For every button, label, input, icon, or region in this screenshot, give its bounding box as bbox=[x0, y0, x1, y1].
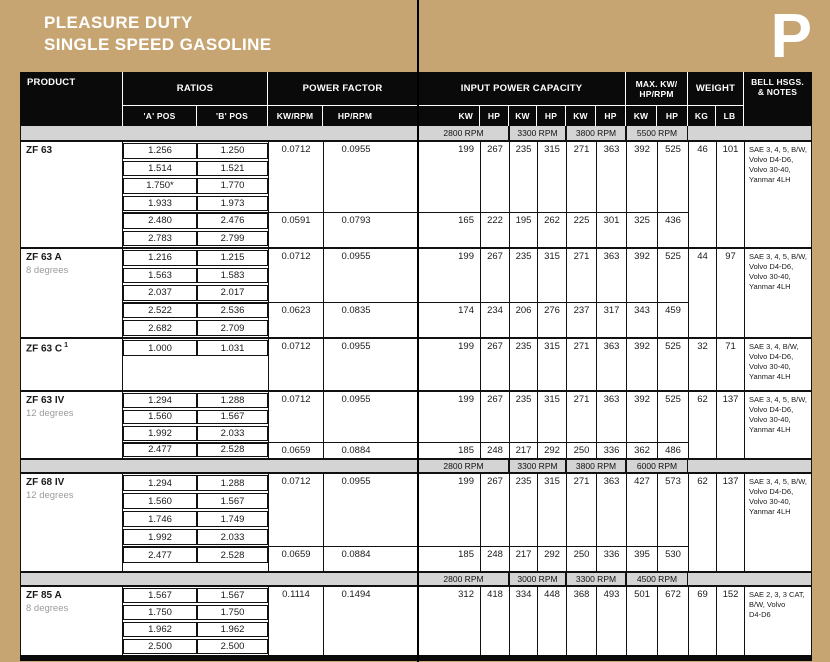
header-max-line1: MAX. KW/ bbox=[635, 78, 678, 89]
header-max-kw-hp-rpm bbox=[626, 72, 688, 106]
col-header-hp-rpm: HP/RPM bbox=[323, 106, 418, 126]
ratio-a-pos-cell: 1.746 bbox=[123, 511, 197, 527]
weight-lb-cell: 101 bbox=[716, 142, 744, 247]
bottom-rule bbox=[20, 655, 812, 661]
hp-rpm-cell: 0.0884 bbox=[323, 442, 418, 459]
input-power-cell: 315 bbox=[537, 474, 566, 546]
input-power-cell: 301 bbox=[596, 212, 626, 247]
input-power-cell: 199 bbox=[418, 392, 480, 442]
ratio-b-pos-cell: 1.770 bbox=[197, 178, 268, 194]
max-hp-cell: 436 bbox=[657, 212, 688, 247]
kw-rpm-cell: 0.0712 bbox=[268, 142, 323, 212]
rpm-band-label: 2800 RPM bbox=[418, 573, 509, 585]
ratio-group-divider bbox=[123, 442, 268, 443]
weight-kg-cell: 46 bbox=[688, 142, 716, 247]
notes-line: Volvo 30-40, bbox=[749, 362, 791, 371]
max-kw-cell: 343 bbox=[626, 302, 657, 337]
ratio-a-pos-cell: 1.514 bbox=[123, 161, 197, 177]
notes-line: Yanmar 4LH bbox=[749, 425, 791, 434]
product-name: ZF 63 A bbox=[26, 252, 62, 263]
ratio-a-pos-cell: 1.992 bbox=[123, 529, 197, 545]
product-cell bbox=[21, 249, 123, 337]
ratio-b-pos-cell: 2.536 bbox=[197, 303, 268, 319]
product-cell bbox=[21, 474, 123, 571]
notes-line: SAE 3, 4, 5, B/W, bbox=[749, 395, 807, 404]
col-header-lb: LB bbox=[716, 106, 744, 126]
input-power-cell: 315 bbox=[537, 249, 566, 302]
notes-line: Yanmar 4LH bbox=[749, 282, 791, 291]
input-power-cell: 271 bbox=[566, 392, 596, 442]
ratio-a-pos-cell: 1.563 bbox=[123, 268, 197, 284]
input-power-cell: 267 bbox=[480, 474, 509, 546]
rpm-band-spacer bbox=[688, 460, 811, 472]
ratio-b-pos-cell: 2.017 bbox=[197, 285, 268, 301]
rpm-band-spacer bbox=[688, 573, 811, 585]
col-header-kw: KW bbox=[566, 106, 596, 126]
weight-lb-cell: 152 bbox=[716, 587, 744, 655]
notes-line: SAE 3, 4, 5, B/W, bbox=[749, 252, 807, 261]
input-power-cell: 235 bbox=[509, 249, 537, 302]
ratio-a-pos-cell: 1.216 bbox=[123, 250, 197, 266]
product-name: ZF 85 A bbox=[26, 590, 62, 601]
kw-rpm-cell: 0.0659 bbox=[268, 442, 323, 459]
col-header-kw: KW bbox=[418, 106, 480, 126]
ratio-group-divider bbox=[123, 546, 268, 547]
ratio-b-pos-cell: 2.033 bbox=[197, 426, 268, 441]
input-power-cell: 237 bbox=[566, 302, 596, 337]
ratio-a-pos-cell: 1.992 bbox=[123, 426, 197, 441]
notes-line: Volvo D4-D6, bbox=[749, 155, 794, 164]
rpm-band-label: 2800 RPM bbox=[418, 126, 509, 140]
input-power-cell: 199 bbox=[418, 249, 480, 302]
ratio-a-pos-cell: 1.933 bbox=[123, 196, 197, 212]
page-title bbox=[44, 12, 272, 56]
col-header-hp: HP bbox=[596, 106, 626, 126]
max-hp-cell: 525 bbox=[657, 249, 688, 302]
rpm-band-spacer bbox=[21, 573, 418, 585]
input-power-cell: 267 bbox=[480, 249, 509, 302]
ratio-b-pos-cell: 1.288 bbox=[197, 393, 268, 408]
ratio-b-pos-cell: 2.476 bbox=[197, 213, 268, 229]
input-power-cell: 271 bbox=[566, 474, 596, 546]
ratio-a-pos-cell: 1.256 bbox=[123, 143, 197, 159]
weight-lb-cell: 71 bbox=[716, 339, 744, 390]
page-tab-letter: P bbox=[770, 2, 812, 71]
product-subtitle: 8 degrees bbox=[26, 603, 69, 614]
input-power-cell: 336 bbox=[596, 442, 626, 459]
hp-rpm-cell: 0.0793 bbox=[323, 212, 418, 247]
rpm-band bbox=[20, 571, 812, 585]
input-power-cell: 248 bbox=[480, 442, 509, 459]
notes-line: Volvo 30-40, bbox=[749, 415, 791, 424]
input-power-cell: 199 bbox=[418, 339, 480, 390]
ratio-a-pos-cell: 1.962 bbox=[123, 622, 197, 637]
header-product: PRODUCT bbox=[21, 72, 123, 126]
max-kw-cell: 362 bbox=[626, 442, 657, 459]
ratio-a-pos-cell: 2.477 bbox=[123, 443, 197, 458]
input-power-cell: 448 bbox=[537, 587, 566, 655]
max-kw-cell: 392 bbox=[626, 249, 657, 302]
ratio-b-pos-cell: 1.250 bbox=[197, 143, 268, 159]
ratio-a-pos-cell: 2.037 bbox=[123, 285, 197, 301]
max-hp-cell: 486 bbox=[657, 442, 688, 459]
notes-line: Volvo D4-D6, bbox=[749, 352, 794, 361]
input-power-cell: 493 bbox=[596, 587, 626, 655]
input-power-cell: 292 bbox=[537, 546, 566, 571]
header-weight: WEIGHT bbox=[688, 72, 744, 106]
rpm-band-spacer bbox=[688, 126, 811, 140]
bell-housing-notes-cell bbox=[744, 339, 811, 390]
bell-housing-notes-cell bbox=[744, 249, 811, 337]
product-section bbox=[20, 472, 812, 571]
page-title-line1: PLEASURE DUTY bbox=[44, 13, 193, 32]
product-section bbox=[20, 247, 812, 337]
input-power-cell: 315 bbox=[537, 392, 566, 442]
input-power-cell: 195 bbox=[509, 212, 537, 247]
rpm-band-spacer bbox=[21, 126, 418, 140]
input-power-cell: 271 bbox=[566, 339, 596, 390]
input-power-cell: 317 bbox=[596, 302, 626, 337]
ratio-b-pos-cell: 2.033 bbox=[197, 529, 268, 545]
header-ratios: RATIOS bbox=[123, 72, 268, 106]
ratio-b-pos-cell: 1.215 bbox=[197, 250, 268, 266]
ratio-a-pos-cell: 1.560 bbox=[123, 410, 197, 425]
ratio-a-pos-cell: 2.682 bbox=[123, 320, 197, 336]
input-power-cell: 222 bbox=[480, 212, 509, 247]
col-header-b-pos: 'B' POS bbox=[197, 106, 268, 126]
table-header bbox=[20, 72, 812, 126]
ratio-b-pos-cell: 1.749 bbox=[197, 511, 268, 527]
input-power-cell: 334 bbox=[509, 587, 537, 655]
input-power-cell: 235 bbox=[509, 142, 537, 212]
rpm-band-spacer bbox=[21, 460, 418, 472]
ratio-group-divider bbox=[123, 212, 268, 213]
max-kw-cell: 427 bbox=[626, 474, 657, 546]
ratio-b-pos-cell: 1.750 bbox=[197, 605, 268, 620]
input-power-cell: 271 bbox=[566, 142, 596, 212]
input-power-cell: 185 bbox=[418, 442, 480, 459]
input-power-cell: 315 bbox=[537, 142, 566, 212]
ratio-b-pos-cell: 1.567 bbox=[197, 588, 268, 603]
input-power-cell: 363 bbox=[596, 474, 626, 546]
ratio-b-pos-cell: 1.567 bbox=[197, 410, 268, 425]
header-input-power: INPUT POWER CAPACITY bbox=[418, 72, 626, 106]
input-power-cell: 336 bbox=[596, 546, 626, 571]
rpm-band-label: 4500 RPM bbox=[626, 573, 688, 585]
input-power-cell: 276 bbox=[537, 302, 566, 337]
bell-housing-notes-cell bbox=[744, 392, 811, 458]
input-power-cell: 199 bbox=[418, 474, 480, 546]
max-hp-cell: 672 bbox=[657, 587, 688, 655]
input-power-cell: 363 bbox=[596, 142, 626, 212]
col-header-hp: HP bbox=[480, 106, 509, 126]
input-power-cell: 250 bbox=[566, 546, 596, 571]
input-power-cell: 248 bbox=[480, 546, 509, 571]
header-bell-line1: BELL HSGS. bbox=[751, 77, 804, 87]
notes-line: Yanmar 4LH bbox=[749, 372, 791, 381]
notes-line: Volvo 30-40, bbox=[749, 165, 791, 174]
bell-housing-notes-cell bbox=[744, 587, 811, 655]
hp-rpm-cell: 0.0835 bbox=[323, 302, 418, 337]
kw-rpm-cell: 0.0712 bbox=[268, 474, 323, 546]
kw-rpm-cell: 0.0712 bbox=[268, 339, 323, 390]
table-body bbox=[20, 126, 812, 661]
bell-housing-notes-cell bbox=[744, 142, 811, 247]
rpm-band-label: 3300 RPM bbox=[509, 460, 566, 472]
max-kw-cell: 392 bbox=[626, 142, 657, 212]
input-power-cell: 267 bbox=[480, 339, 509, 390]
max-hp-cell: 525 bbox=[657, 339, 688, 390]
rpm-band-label: 3300 RPM bbox=[566, 573, 626, 585]
input-power-cell: 174 bbox=[418, 302, 480, 337]
col-header-kg: KG bbox=[688, 106, 716, 126]
max-kw-cell: 325 bbox=[626, 212, 657, 247]
kw-rpm-cell: 0.0591 bbox=[268, 212, 323, 247]
hp-rpm-cell: 0.1494 bbox=[323, 587, 418, 655]
product-section bbox=[20, 140, 812, 247]
product-name: ZF 68 IV bbox=[26, 477, 65, 488]
max-kw-cell: 392 bbox=[626, 339, 657, 390]
input-power-cell: 225 bbox=[566, 212, 596, 247]
ratio-group-divider bbox=[123, 302, 268, 303]
ratio-a-pos-cell: 1.560 bbox=[123, 493, 197, 509]
rpm-band-label: 3800 RPM bbox=[566, 126, 626, 140]
hp-rpm-cell: 0.0955 bbox=[323, 392, 418, 442]
input-power-cell: 315 bbox=[537, 339, 566, 390]
hp-rpm-cell: 0.0884 bbox=[323, 546, 418, 571]
spec-table bbox=[20, 72, 812, 661]
col-header-max-hp: HP bbox=[657, 106, 688, 126]
product-cell bbox=[21, 587, 123, 655]
rpm-band bbox=[20, 126, 812, 140]
notes-line: Volvo 30-40, bbox=[749, 272, 791, 281]
input-power-cell: 267 bbox=[480, 392, 509, 442]
input-power-cell: 418 bbox=[480, 587, 509, 655]
product-section bbox=[20, 337, 812, 390]
ratio-a-pos-cell: 1.294 bbox=[123, 393, 197, 408]
kw-rpm-cell: 0.1114 bbox=[268, 587, 323, 655]
col-header-kw: KW bbox=[509, 106, 537, 126]
ratio-b-pos-cell: 1.973 bbox=[197, 196, 268, 212]
notes-line: SAE 3, 4, B/W, bbox=[749, 342, 799, 351]
input-power-cell: 271 bbox=[566, 249, 596, 302]
ratio-a-pos-cell: 1.750 bbox=[123, 605, 197, 620]
ratio-b-pos-cell: 1.031 bbox=[197, 340, 268, 356]
rpm-band bbox=[20, 458, 812, 472]
weight-kg-cell: 44 bbox=[688, 249, 716, 337]
product-section bbox=[20, 585, 812, 655]
weight-kg-cell: 62 bbox=[688, 392, 716, 458]
ratio-a-pos-cell: 2.500 bbox=[123, 639, 197, 654]
notes-line: Yanmar 4LH bbox=[749, 507, 791, 516]
ratio-a-pos-cell: 2.477 bbox=[123, 547, 197, 563]
input-power-cell: 363 bbox=[596, 392, 626, 442]
ratio-a-pos-cell: 1.000 bbox=[123, 340, 197, 356]
ratio-b-pos-cell: 2.528 bbox=[197, 443, 268, 458]
page-fold-divider bbox=[417, 0, 419, 662]
kw-rpm-cell: 0.0712 bbox=[268, 249, 323, 302]
product-subtitle: 12 degrees bbox=[26, 408, 74, 419]
kw-rpm-cell: 0.0623 bbox=[268, 302, 323, 337]
weight-lb-cell: 137 bbox=[716, 392, 744, 458]
weight-kg-cell: 69 bbox=[688, 587, 716, 655]
ratio-a-pos-cell: 1.294 bbox=[123, 475, 197, 491]
weight-kg-cell: 32 bbox=[688, 339, 716, 390]
rpm-band-label: 6000 RPM bbox=[626, 460, 688, 472]
notes-line: B/W, Volvo bbox=[749, 600, 786, 609]
header-bell-hsgs-notes bbox=[744, 72, 811, 126]
input-power-cell: 234 bbox=[480, 302, 509, 337]
ratio-b-pos-cell: 2.528 bbox=[197, 547, 268, 563]
rpm-band-label: 3800 RPM bbox=[566, 460, 626, 472]
hp-rpm-cell: 0.0955 bbox=[323, 474, 418, 546]
notes-line: Yanmar 4LH bbox=[749, 175, 791, 184]
ratio-b-pos-cell: 1.521 bbox=[197, 161, 268, 177]
rpm-band-label: 2800 RPM bbox=[418, 460, 509, 472]
kw-rpm-cell: 0.0659 bbox=[268, 546, 323, 571]
max-kw-cell: 395 bbox=[626, 546, 657, 571]
max-hp-cell: 530 bbox=[657, 546, 688, 571]
notes-line: Volvo D4-D6, bbox=[749, 405, 794, 414]
hp-rpm-cell: 0.0955 bbox=[323, 339, 418, 390]
max-hp-cell: 459 bbox=[657, 302, 688, 337]
kw-rpm-cell: 0.0712 bbox=[268, 392, 323, 442]
ratio-b-pos-cell: 1.583 bbox=[197, 268, 268, 284]
header-power-factor: POWER FACTOR bbox=[268, 72, 418, 106]
input-power-cell: 368 bbox=[566, 587, 596, 655]
input-power-cell: 199 bbox=[418, 142, 480, 212]
max-kw-cell: 392 bbox=[626, 392, 657, 442]
input-power-cell: 363 bbox=[596, 339, 626, 390]
max-hp-cell: 573 bbox=[657, 474, 688, 546]
hp-rpm-cell: 0.0955 bbox=[323, 142, 418, 212]
bell-housing-notes-cell bbox=[744, 474, 811, 571]
notes-line: Volvo D4-D6, bbox=[749, 262, 794, 271]
ratio-a-pos-cell: 1.750* bbox=[123, 178, 197, 194]
product-name: ZF 63 IV bbox=[26, 395, 65, 406]
ratio-b-pos-cell: 2.500 bbox=[197, 639, 268, 654]
product-cell bbox=[21, 392, 123, 458]
rpm-band-label: 3000 RPM bbox=[509, 573, 566, 585]
input-power-cell: 235 bbox=[509, 339, 537, 390]
product-name: ZF 63 bbox=[26, 145, 53, 156]
input-power-cell: 217 bbox=[509, 442, 537, 459]
ratio-b-pos-cell: 2.709 bbox=[197, 320, 268, 336]
header-max-line2: HP/RPM bbox=[639, 88, 674, 99]
ratio-b-pos-cell: 1.962 bbox=[197, 622, 268, 637]
max-kw-cell: 501 bbox=[626, 587, 657, 655]
input-power-cell: 185 bbox=[418, 546, 480, 571]
ratio-a-pos-cell: 2.783 bbox=[123, 231, 197, 247]
ratio-b-pos-cell: 2.799 bbox=[197, 231, 268, 247]
product-name: ZF 63 C $^1$ bbox=[26, 342, 68, 355]
page-title-line2: SINGLE SPEED GASOLINE bbox=[44, 35, 272, 54]
page-banner bbox=[0, 0, 830, 72]
weight-kg-cell: 62 bbox=[688, 474, 716, 571]
hp-rpm-cell: 0.0955 bbox=[323, 249, 418, 302]
input-power-cell: 262 bbox=[537, 212, 566, 247]
input-power-cell: 235 bbox=[509, 474, 537, 546]
weight-lb-cell: 137 bbox=[716, 474, 744, 571]
col-header-max-kw: KW bbox=[626, 106, 657, 126]
rpm-band-label: 3300 RPM bbox=[509, 126, 566, 140]
col-header-kw-rpm: KW/RPM bbox=[268, 106, 323, 126]
ratio-a-pos-cell: 2.480 bbox=[123, 213, 197, 229]
input-power-cell: 165 bbox=[418, 212, 480, 247]
rpm-band-label: 5500 RPM bbox=[626, 126, 688, 140]
product-cell bbox=[21, 339, 123, 390]
input-power-cell: 312 bbox=[418, 587, 480, 655]
product-subtitle: 12 degrees bbox=[26, 490, 74, 501]
ratio-b-pos-cell: 1.567 bbox=[197, 493, 268, 509]
input-power-cell: 292 bbox=[537, 442, 566, 459]
input-power-cell: 217 bbox=[509, 546, 537, 571]
max-hp-cell: 525 bbox=[657, 142, 688, 212]
notes-line: SAE 2, 3, 3 CAT, bbox=[749, 590, 805, 599]
weight-lb-cell: 97 bbox=[716, 249, 744, 337]
notes-line: Volvo 30-40, bbox=[749, 497, 791, 506]
notes-line: SAE 3, 4, 5, B/W, bbox=[749, 145, 807, 154]
notes-line: D4-D6 bbox=[749, 610, 771, 619]
max-hp-cell: 525 bbox=[657, 392, 688, 442]
input-power-cell: 363 bbox=[596, 249, 626, 302]
ratio-a-pos-cell: 2.522 bbox=[123, 303, 197, 319]
input-power-cell: 250 bbox=[566, 442, 596, 459]
input-power-cell: 267 bbox=[480, 142, 509, 212]
col-header-a-pos: 'A' POS bbox=[123, 106, 197, 126]
ratio-b-pos-cell: 1.288 bbox=[197, 475, 268, 491]
notes-line: SAE 3, 4, 5, B/W, bbox=[749, 477, 807, 486]
notes-line: Volvo D4-D6, bbox=[749, 487, 794, 496]
header-bell-line2: & NOTES bbox=[757, 87, 798, 97]
col-header-hp: HP bbox=[537, 106, 566, 126]
product-cell bbox=[21, 142, 123, 247]
product-section bbox=[20, 390, 812, 458]
input-power-cell: 206 bbox=[509, 302, 537, 337]
input-power-cell: 235 bbox=[509, 392, 537, 442]
product-subtitle: 8 degrees bbox=[26, 265, 69, 276]
ratio-a-pos-cell: 1.567 bbox=[123, 588, 197, 603]
